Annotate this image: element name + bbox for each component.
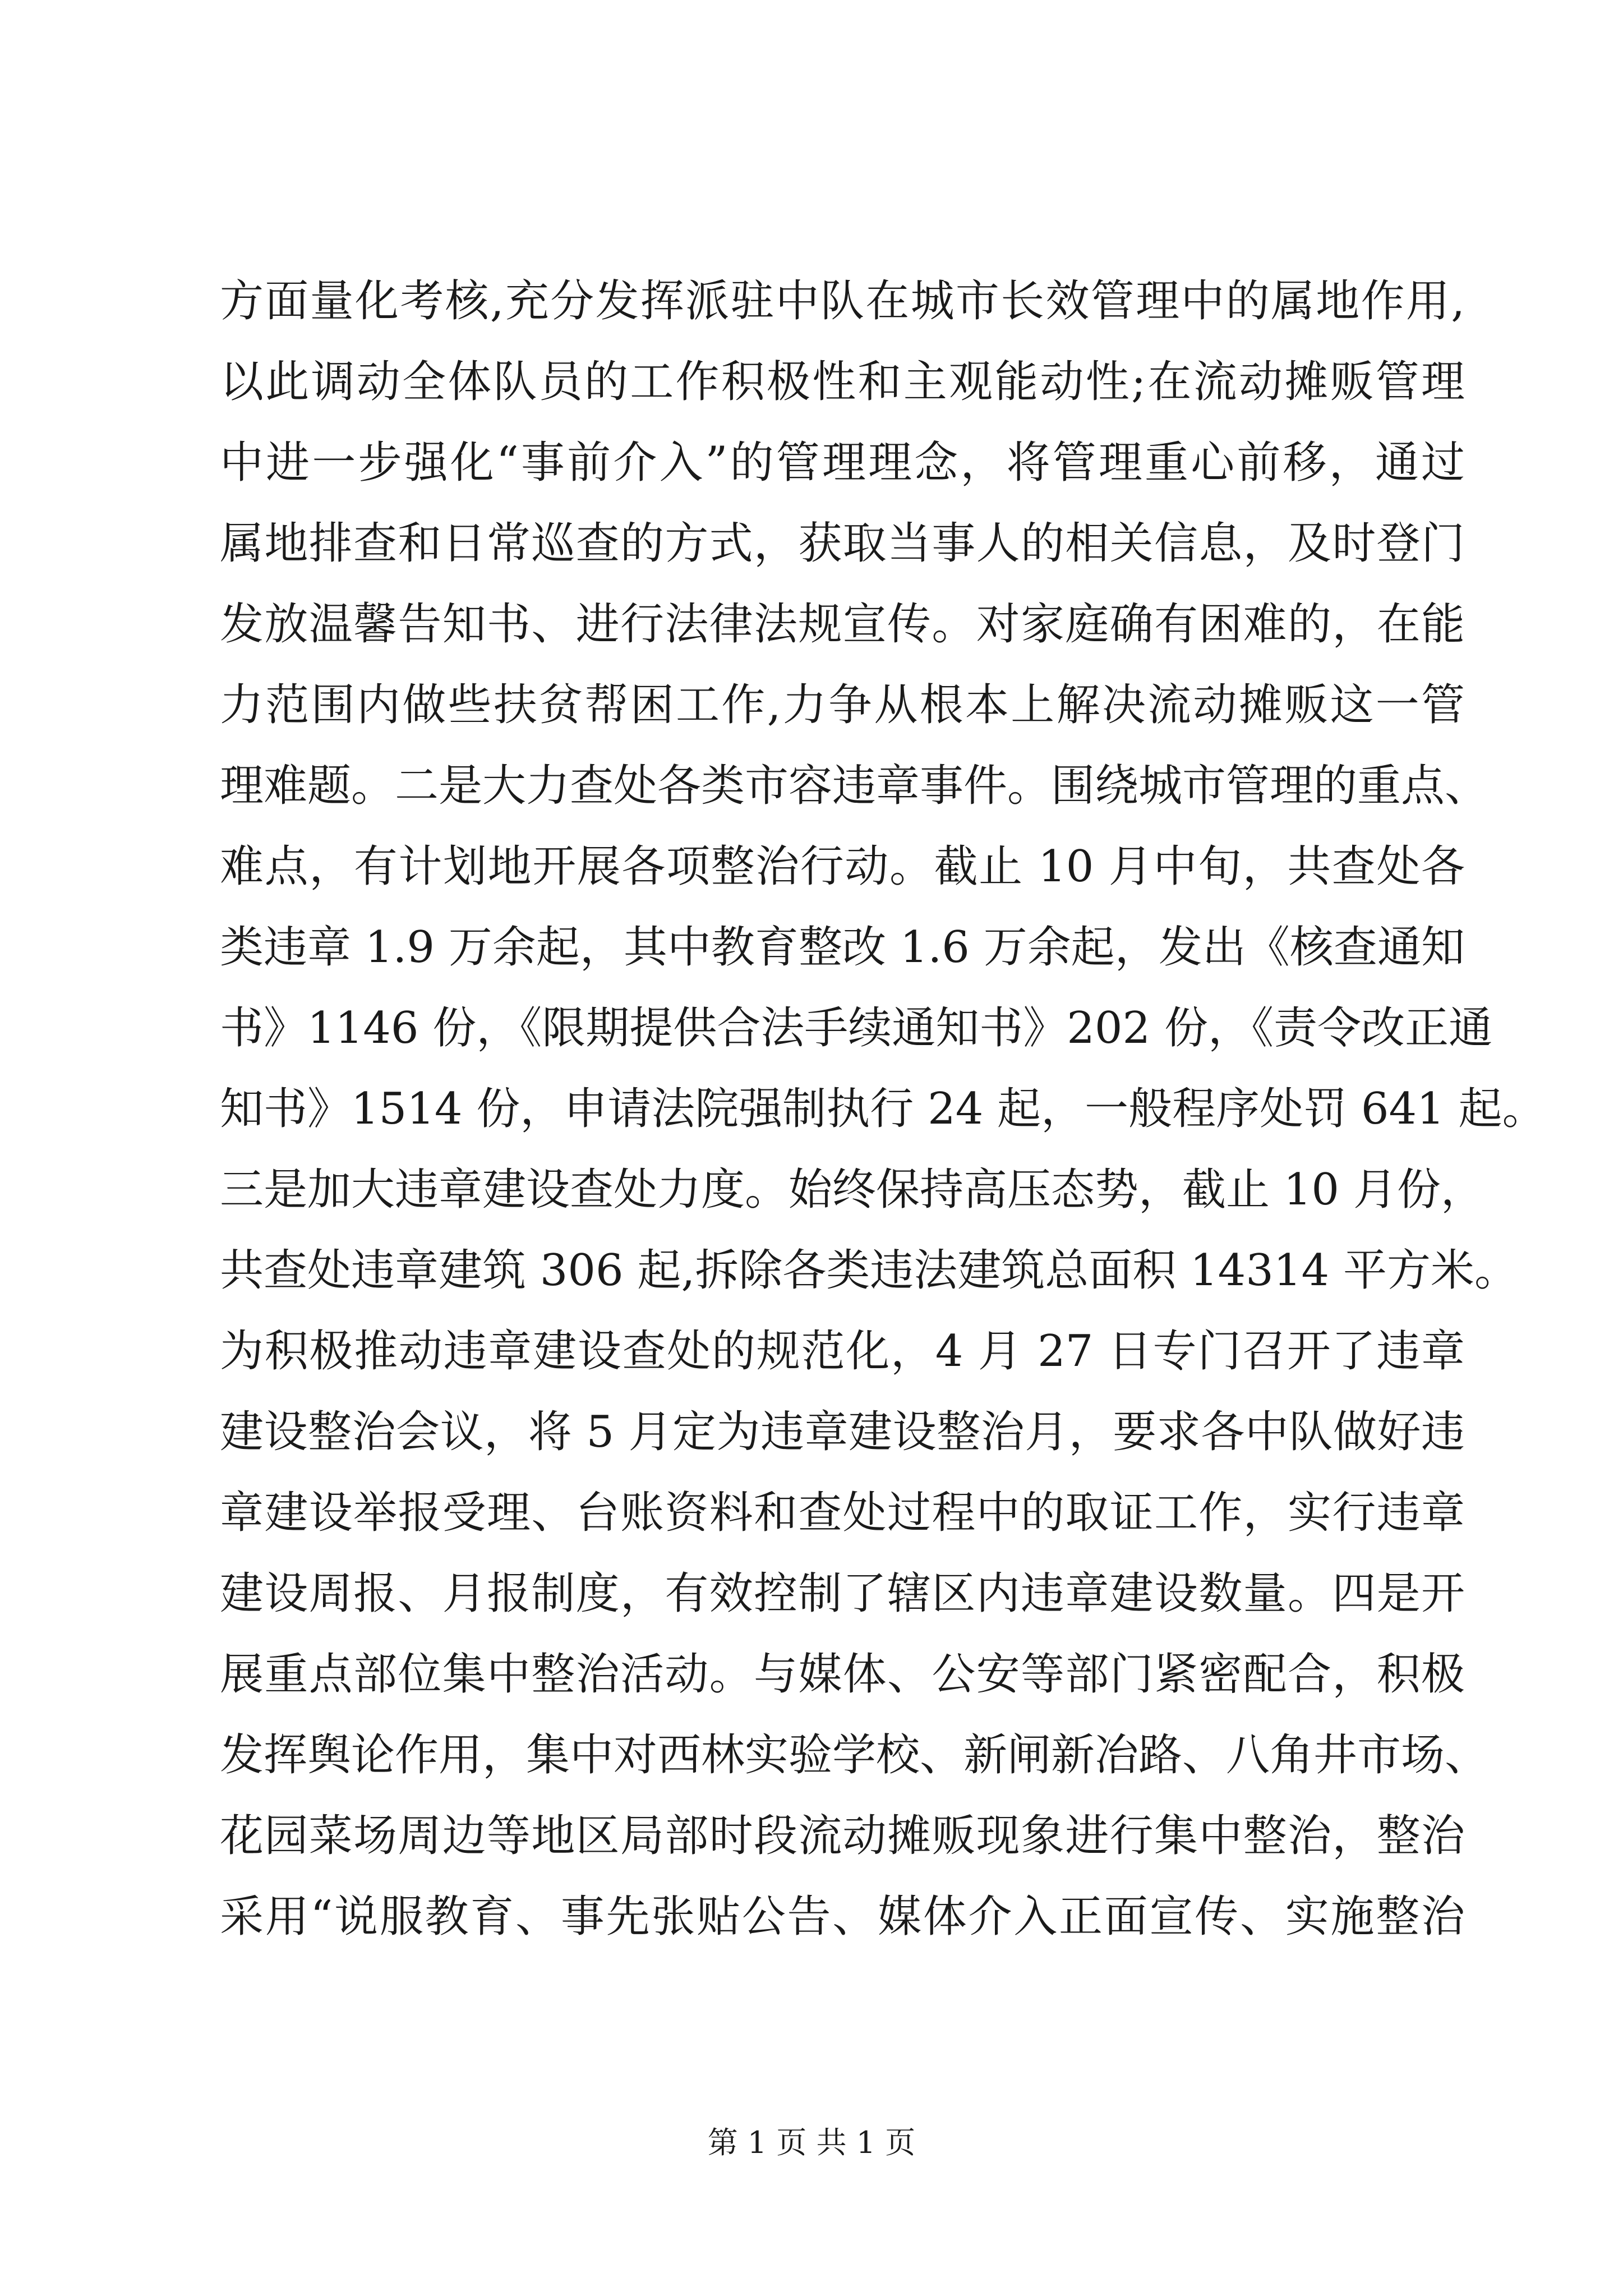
text-line-15: 建设整治会议，将 5 月定为违章建设整治月，要求各中队做好违	[220, 1407, 1465, 1457]
page-number: 第 1 页 共 1 页	[707, 2125, 916, 2160]
text-line-10: 书》1146 份，《限期提供合法手续通知书》202 份，《责令改正通	[220, 1003, 1492, 1053]
text-line-19: 发挥舆论作用，集中对西林实验学校、新闸新冶路、八角井市场、	[220, 1730, 1489, 1780]
page-footer	[0, 2120, 1623, 2165]
text-line-16: 章建设举报受理、台账资料和查处过程中的取证工作，实行违章	[220, 1488, 1465, 1538]
text-line-14: 为积极推动违章建设查处的规范化，4 月 27 日专门召开了违章	[220, 1326, 1465, 1377]
text-line-4: 属地排查和日常巡查的方式，获取当事人的相关信息，及时登门	[220, 518, 1465, 569]
text-line-12: 三是加大违章建设查处力度。始终保持高压态势，截止 10 月份，	[220, 1165, 1484, 1215]
text-line-5: 发放温馨告知书、进行法律法规宣传。对家庭确有困难的，在能	[220, 599, 1465, 650]
text-line-6: 力范围内做些扶贫帮困工作,力争从根本上解决流动摊贩这一管	[220, 680, 1465, 730]
text-line-7: 理难题。二是大力查处各类市容违章事件。围绕城市管理的重点、	[220, 761, 1489, 811]
text-line-20: 花园菜场周边等地区局部时段流动摊贩现象进行集中整治，整治	[220, 1811, 1465, 1861]
text-line-1: 方面量化考核,充分发挥派驻中队在城市长效管理中的属地作用,	[220, 276, 1465, 326]
text-line-3: 中进一步强化“事前介入”的管理理念，将管理重心前移，通过	[220, 438, 1465, 488]
text-line-17: 建设周报、月报制度，有效控制了辖区内违章建设数量。四是开	[220, 1568, 1465, 1619]
text-line-2: 以此调动全体队员的工作积极性和主观能动性;在流动摊贩管理	[220, 357, 1465, 407]
text-line-21: 采用“说服教育、事先张贴公告、媒体介入正面宣传、实施整治	[220, 1892, 1465, 1942]
text-line-18: 展重点部位集中整治活动。与媒体、公安等部门紧密配合，积极	[220, 1649, 1465, 1700]
text-line-8: 难点，有计划地开展各项整治行动。截止 10 月中旬，共查处各	[220, 841, 1465, 892]
body-text	[220, 261, 1546, 1957]
text-line-9: 类违章 1.9 万余起，其中教育整改 1.6 万余起，发出《核查通知	[220, 922, 1465, 973]
text-line-13: 共查处违章建筑 306 起,拆除各类违法建筑总面积 14314 平方米。	[220, 1245, 1518, 1296]
text-line-11: 知书》1514 份，申请法院强制执行 24 起，一般程序处罚 641 起。	[220, 1084, 1546, 1134]
